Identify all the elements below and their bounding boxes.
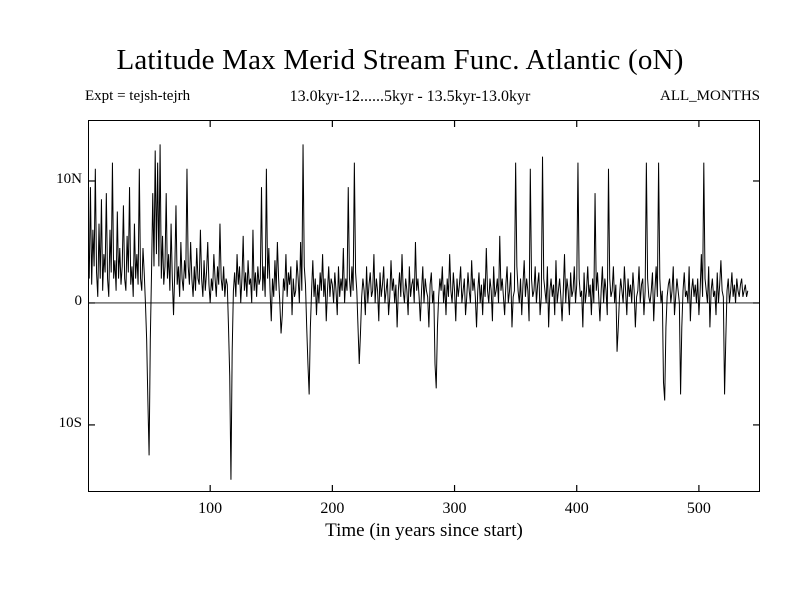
period-label: 13.0kyr-12......5kyr - 13.5kyr-13.0kyr — [289, 88, 531, 105]
chart-title: Latitude Max Merid Stream Func. Atlantic (oN) — [116, 44, 684, 76]
y-tick-label: 0 — [74, 292, 82, 309]
x-tick-label: 200 — [320, 500, 345, 517]
y-tick-label: 10N — [56, 170, 82, 187]
x-tick-label: 500 — [686, 500, 711, 517]
experiment-label: Expt = tejsh-tejrh — [85, 88, 191, 104]
months-label: ALL_MONTHS — [660, 88, 760, 104]
series-line — [88, 120, 760, 492]
x-axis-title: Time (in years since start) — [325, 520, 523, 541]
plot-area — [88, 120, 760, 492]
subtitle-row — [60, 88, 760, 108]
x-tick-label: 300 — [442, 500, 467, 517]
x-tick-label: 400 — [564, 500, 589, 517]
x-tick-label: 100 — [198, 500, 223, 517]
y-tick-label: 10S — [58, 414, 82, 431]
